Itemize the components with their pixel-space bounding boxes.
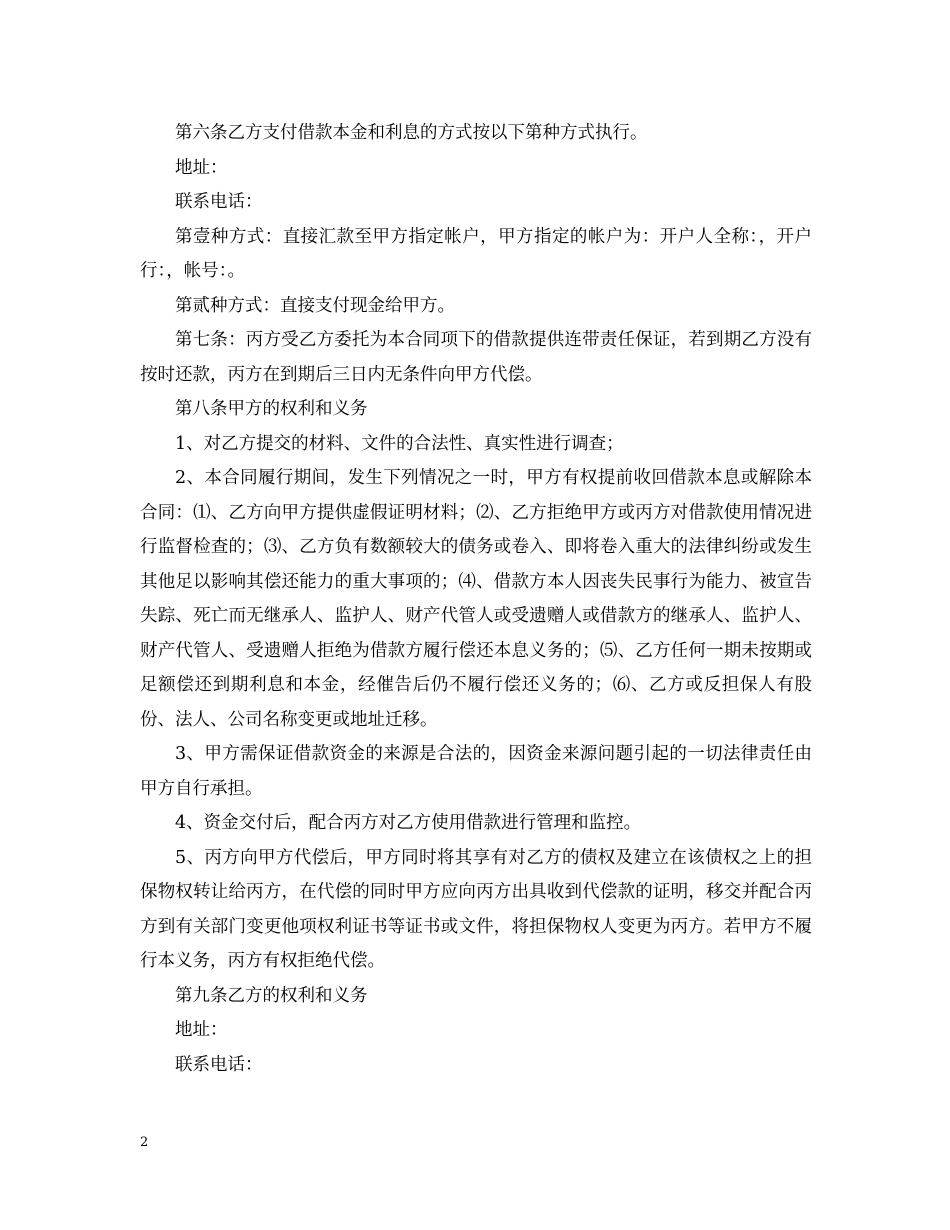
article-8-heading: 第八条甲方的权利和义务 xyxy=(175,399,368,419)
article-8-item-2: 2、本合同履行期间，发生下列情况之一时，甲方有权提前收回借款本息或解除本合同：⑴、乙方向甲方提供虚假证明材料；⑵、乙方拒绝甲方或丙方对借款使用情况进行监督检查的；⑶、乙方负有数额较大的债务或卷入、即将卷入重大的法律纠纷或发生其他足以影响其偿还能力的重大事项的；⑷、借款方本人因丧失民事行为能力、被宣告失踪、死亡而无继承人、监护人、财产代管人或受遗赠人或借款方的继承人、监护人、财产代管人、受遗赠人拒绝为借款方履行偿还本息义务的；⑸、乙方任何一期未按期或足额偿还到期利息和本金，经催告后仍不履行偿还义务的；⑹、乙方或反担保人有股份、法人、公司名称变更或地址迁移。 xyxy=(140,468,812,730)
article-8-item-5: 5、丙方向甲方代偿后，甲方同时将其享有对乙方的债权及建立在该债权之上的担保物权转让给丙方，在代偿的同时甲方应向丙方出具收到代偿款的证明，移交并配合丙方到有关部门变更他项权利证书等证书或文件，将担保物权人变更为丙方。若甲方不履行本义务，丙方有权拒绝代偿。 xyxy=(140,847,812,971)
page-number: 2 xyxy=(140,1135,149,1150)
article-8-item-4: 4、资金交付后，配合丙方对乙方使用借款进行管理和监控。 xyxy=(175,813,642,833)
payment-method-1-paragraph: 第壹种方式：直接汇款至甲方指定帐户，甲方指定的帐户为：开户人全称：，开户行：，帐号：。 xyxy=(140,226,812,281)
address-line: 地址： xyxy=(175,157,228,178)
document-body xyxy=(140,116,812,1082)
address-line-2: 地址： xyxy=(175,1020,228,1040)
article-8-item-3: 3、甲方需保证借款资金的来源是合法的，因资金来源问题引起的一切法律责任由甲方自行承担。 xyxy=(140,744,812,799)
article-8-item-1: 1、对乙方提交的材料、文件的合法性、真实性进行调查； xyxy=(175,433,624,454)
phone-line-2: 联系电话： xyxy=(175,1054,263,1075)
phone-line: 联系电话： xyxy=(175,192,263,212)
article-6-paragraph: 第六条乙方支付借款本金和利息的方式按以下第种方式执行。 xyxy=(175,123,648,143)
article-9-heading: 第九条乙方的权利和义务 xyxy=(175,985,368,1006)
article-7-paragraph: 第七条：丙方受乙方委托为本合同项下的借款提供连带责任保证，若到期乙方没有按时还款，丙方在到期后三日内无条件向甲方代偿。 xyxy=(140,330,812,385)
payment-method-2-paragraph: 第贰种方式：直接支付现金给甲方。 xyxy=(175,295,455,316)
